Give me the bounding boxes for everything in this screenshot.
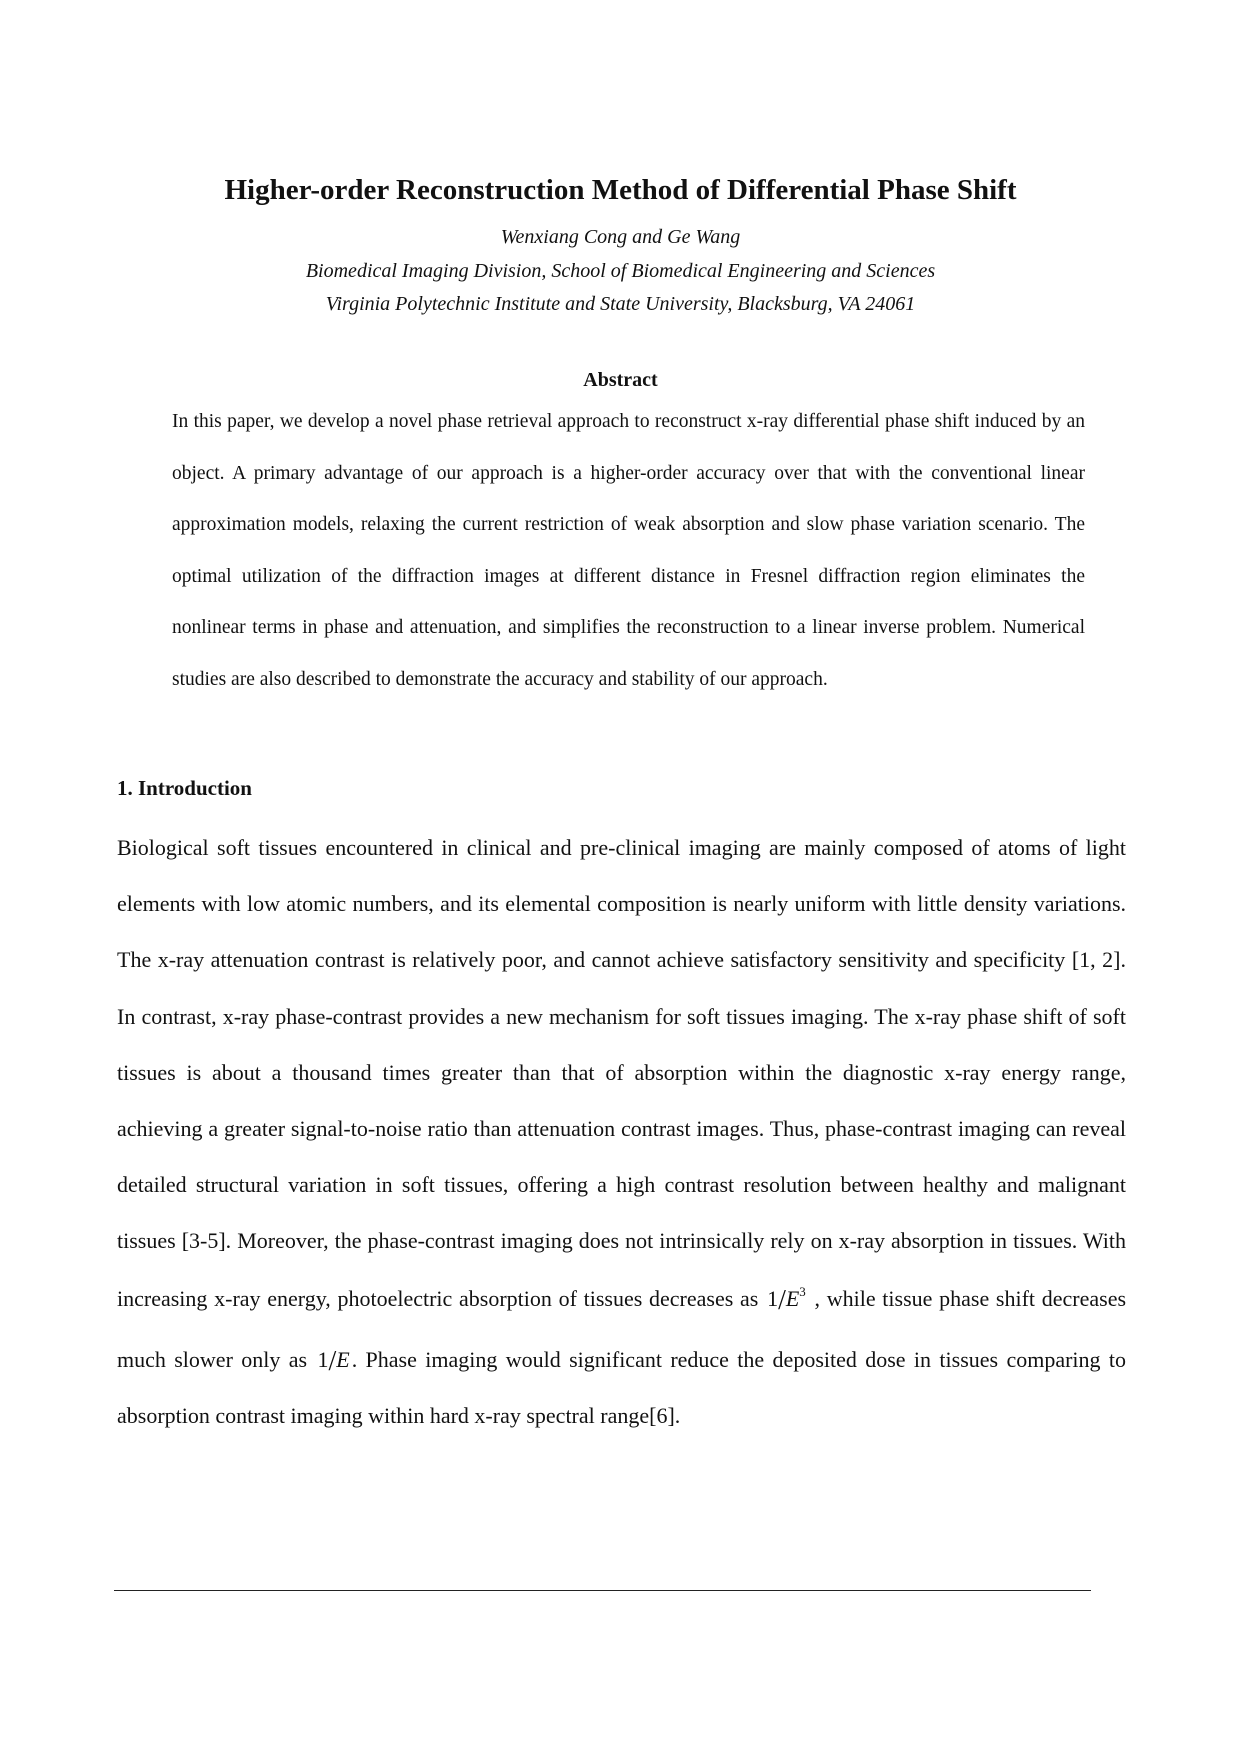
affiliation-line-1: Biomedical Imaging Division, School of Biomedical Engineering and Sciences — [305, 260, 936, 282]
formula-variable: E — [785, 1285, 800, 1311]
introduction-text-part2: , while tissue phase shift decreases much slower only as — [117, 1285, 1127, 1372]
inverse-energy-cubed-formula — [767, 1283, 806, 1316]
authors: Wenxiang Cong and Ge Wang — [500, 226, 741, 248]
fraction-slash: / — [778, 1284, 786, 1316]
introduction-text — [117, 820, 1126, 1444]
introduction-text-part1: Biological soft tissues encountered in clinical and pre-clinical imaging are mainly composed of atoms of light elements with low atomic numbers, and its elemental composition is nearly uniform with little density variations. The x-ray attenuation contrast is relatively poor, and cannot achieve satisfactory sensitivity and specificity [1, 2]. In contrast, x-ray phase-contrast provides a new mechanism for soft tissues imaging. The x-ray phase shift of soft tissues is about a thousand times greater than that of absorption within the diagnostic x-ray energy range, achieving a greater signal-to-noise ratio than attenuation contrast images. Thus, phase-contrast imaging can reveal detailed structural variation in soft tissues, offering a high contrast resolution between healthy and malignant tissues [3-5]. Moreover, the phase-contrast imaging does not intrinsically rely on x-ray absorption in tissues. With increasing x-ray energy, photoelectric absorption of tissues decreases as — [117, 835, 1126, 1311]
formula-numerator: 1 — [317, 1346, 329, 1372]
fraction-slash: / — [328, 1345, 337, 1377]
paper-title: Higher-order Reconstruction Method of Differential Phase Shift — [224, 174, 1017, 206]
abstract-text: In this paper, we develop a novel phase retrieval approach to reconstruct x-ray differential phase shift induced by an object. A primary advantage of our approach is a higher-order accuracy over that with the conventional linear approximation models, relaxing the current restriction of weak absorption and slow phase variation scenario. The optimal utilization of the diffraction images at different distance in Fresnel diffraction region eliminates the nonlinear terms in phase and attenuation, and simplifies the reconstruction to a linear inverse problem. Numerical studies are also described to demonstrate the accuracy and stability of our approach. — [172, 411, 1085, 690]
formula-numerator: 1 — [767, 1285, 779, 1311]
abstract-heading: Abstract — [583, 369, 658, 391]
formula-exponent: 3 — [799, 1283, 806, 1299]
introduction-heading: 1. Introduction — [117, 776, 252, 800]
affiliation-line-2: Virginia Polytechnic Institute and State University, Blacksburg, VA 24061 — [325, 293, 916, 315]
formula-variable: E — [336, 1346, 350, 1372]
introduction-text-part3: . Phase imaging would significant reduce the deposited dose in tissues comparing to absorption contrast imaging within hard x-ray spectral range[6]. — [117, 1346, 1127, 1428]
inverse-energy-formula — [317, 1345, 350, 1377]
footnote-divider — [114, 1590, 1091, 1591]
